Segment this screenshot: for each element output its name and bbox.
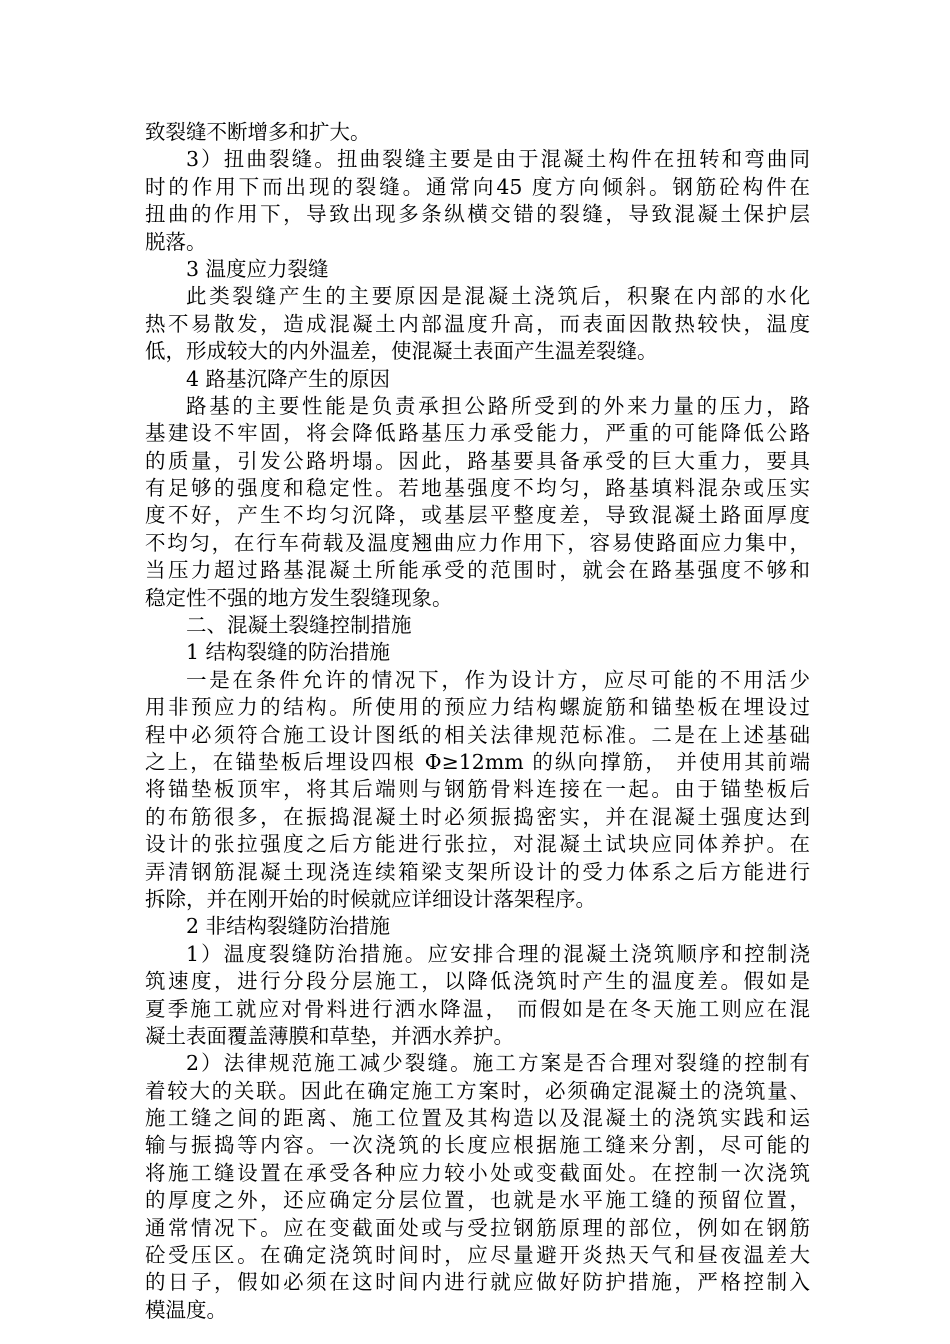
text-line: 程中必须符合施工设计图纸的相关法律规范标准。二是在上述基础 bbox=[145, 722, 810, 747]
text-line: 基建设不牢固，将会降低路基压力承受能力，严重的可能降低公路 bbox=[145, 421, 810, 446]
text-line: 2 非结构裂缝防治措施 bbox=[186, 914, 391, 939]
text-line: 的质量，引发公路坍塌。因此，路基要具备承受的巨大重力，要具 bbox=[145, 448, 810, 473]
text-line: 的布筋很多，在振捣混凝土时必须振捣密实，并在混凝土强度达到 bbox=[145, 804, 810, 829]
text-line: 扭曲的作用下，导致出现多条纵横交错的裂缝，导致混凝土保护层 bbox=[145, 202, 810, 227]
text-line: 时的作用下而出现的裂缝。通常向45 度方向倾斜。钢筋砼构件在 bbox=[145, 174, 810, 199]
text-line: 通常情况下。应在变截面处或与受拉钢筋原理的部位，例如在钢筋 bbox=[145, 1215, 810, 1240]
text-line: 的日子，假如必须在这时间内进行就应做好防护措施，严格控制入 bbox=[145, 1270, 810, 1295]
text-line: 有足够的强度和稳定性。若地基强度不均匀，路基填料混杂或压实 bbox=[145, 476, 810, 501]
text-line: 脱落。 bbox=[145, 229, 207, 254]
text-line: 致裂缝不断增多和扩大。 bbox=[145, 120, 371, 144]
text-line: 2）法律规范施工减少裂缝。施工方案是否合理对裂缝的控制有 bbox=[186, 1051, 810, 1076]
text-line: 3）扭曲裂缝。扭曲裂缝主要是由于混凝土构件在扭转和弯曲同 bbox=[186, 147, 810, 172]
text-line: 4 路基沉降产生的原因 bbox=[186, 366, 391, 391]
text-line: 施工缝之间的距离、施工位置及其构造以及混凝土的浇筑实践和运 bbox=[145, 1106, 810, 1131]
text-line: 此类裂缝产生的主要原因是混凝土浇筑后，积聚在内部的水化 bbox=[186, 284, 810, 309]
text-line: 弄清钢筋混凝土现浇连续箱梁支架所设计的受力体系之后方能进行 bbox=[145, 859, 810, 884]
text-line: 二、混凝土裂缝控制措施 bbox=[186, 613, 412, 638]
text-line: 输与振捣等内容。一次浇筑的长度应根据施工缝来分割，尽可能的 bbox=[145, 1133, 810, 1158]
text-line: 度不好，产生不均匀沉降，或基层平整度差，导致混凝土路面厚度 bbox=[145, 503, 810, 528]
document-page bbox=[145, 119, 810, 1324]
text-line: 的厚度之外，还应确定分层位置，也就是水平施工缝的预留位置， bbox=[145, 1188, 810, 1213]
text-line: 将施工缝设置在承受各种应力较小处或变截面处。在控制一次浇筑 bbox=[145, 1160, 810, 1185]
text-line: 拆除，并在刚开始的时候就应详细设计落架程序。 bbox=[145, 886, 596, 911]
text-line: 不均匀，在行车荷载及温度翘曲应力作用下，容易使路面应力集中， bbox=[145, 530, 810, 555]
text-line: 1）温度裂缝防治措施。应安排合理的混凝土浇筑顺序和控制浇 bbox=[186, 941, 810, 966]
text-line: 凝土表面覆盖薄膜和草垫，并洒水养护。 bbox=[145, 1023, 514, 1048]
text-line: 3 温度应力裂缝 bbox=[186, 256, 329, 281]
text-line: 稳定性不强的地方发生裂缝现象。 bbox=[145, 585, 453, 610]
text-line: 用非预应力的结构。所使用的预应力结构螺旋筋和锚垫板在埋设过 bbox=[145, 695, 810, 720]
text-line: 筑速度，进行分段分层施工，以降低浇筑时产生的温度差。假如是 bbox=[145, 969, 810, 994]
text-line: 模温度。 bbox=[145, 1297, 227, 1322]
text-line: 低，形成较大的内外温差，使混凝土表面产生温差裂缝。 bbox=[145, 339, 658, 364]
text-line: 夏季施工就应对骨料进行洒水降温， 而假如是在冬天施工则应在混 bbox=[145, 996, 810, 1021]
text-line: 砼受压区。在确定浇筑时间时，应尽量避开炎热天气和昼夜温差大 bbox=[145, 1243, 810, 1268]
text-line: 当压力超过路基混凝土所能承受的范围时，就会在路基强度不够和 bbox=[145, 558, 810, 583]
text-line: 之上，在锚垫板后埋设四根 Φ≥12mm 的纵向撑筋， 并使用其前端 bbox=[145, 749, 810, 774]
text-line: 热不易散发，造成混凝土内部温度升高，而表面因散热较快，温度 bbox=[145, 311, 810, 336]
text-line: 将锚垫板顶牢，将其后端则与钢筋骨料连接在一起。由于锚垫板后 bbox=[145, 777, 810, 802]
text-line: 路基的主要性能是负责承担公路所受到的外来力量的压力，路 bbox=[186, 393, 810, 418]
text-line: 1 结构裂缝的防治措施 bbox=[186, 640, 391, 665]
text-line: 一是在条件允许的情况下，作为设计方，应尽可能的不用活少 bbox=[186, 667, 810, 692]
text-line: 设计的张拉强度之后方能进行张拉，对混凝土试块应同体养护。在 bbox=[145, 832, 810, 857]
text-line: 着较大的关联。因此在确定施工方案时，必须确定混凝土的浇筑量、 bbox=[145, 1078, 810, 1103]
